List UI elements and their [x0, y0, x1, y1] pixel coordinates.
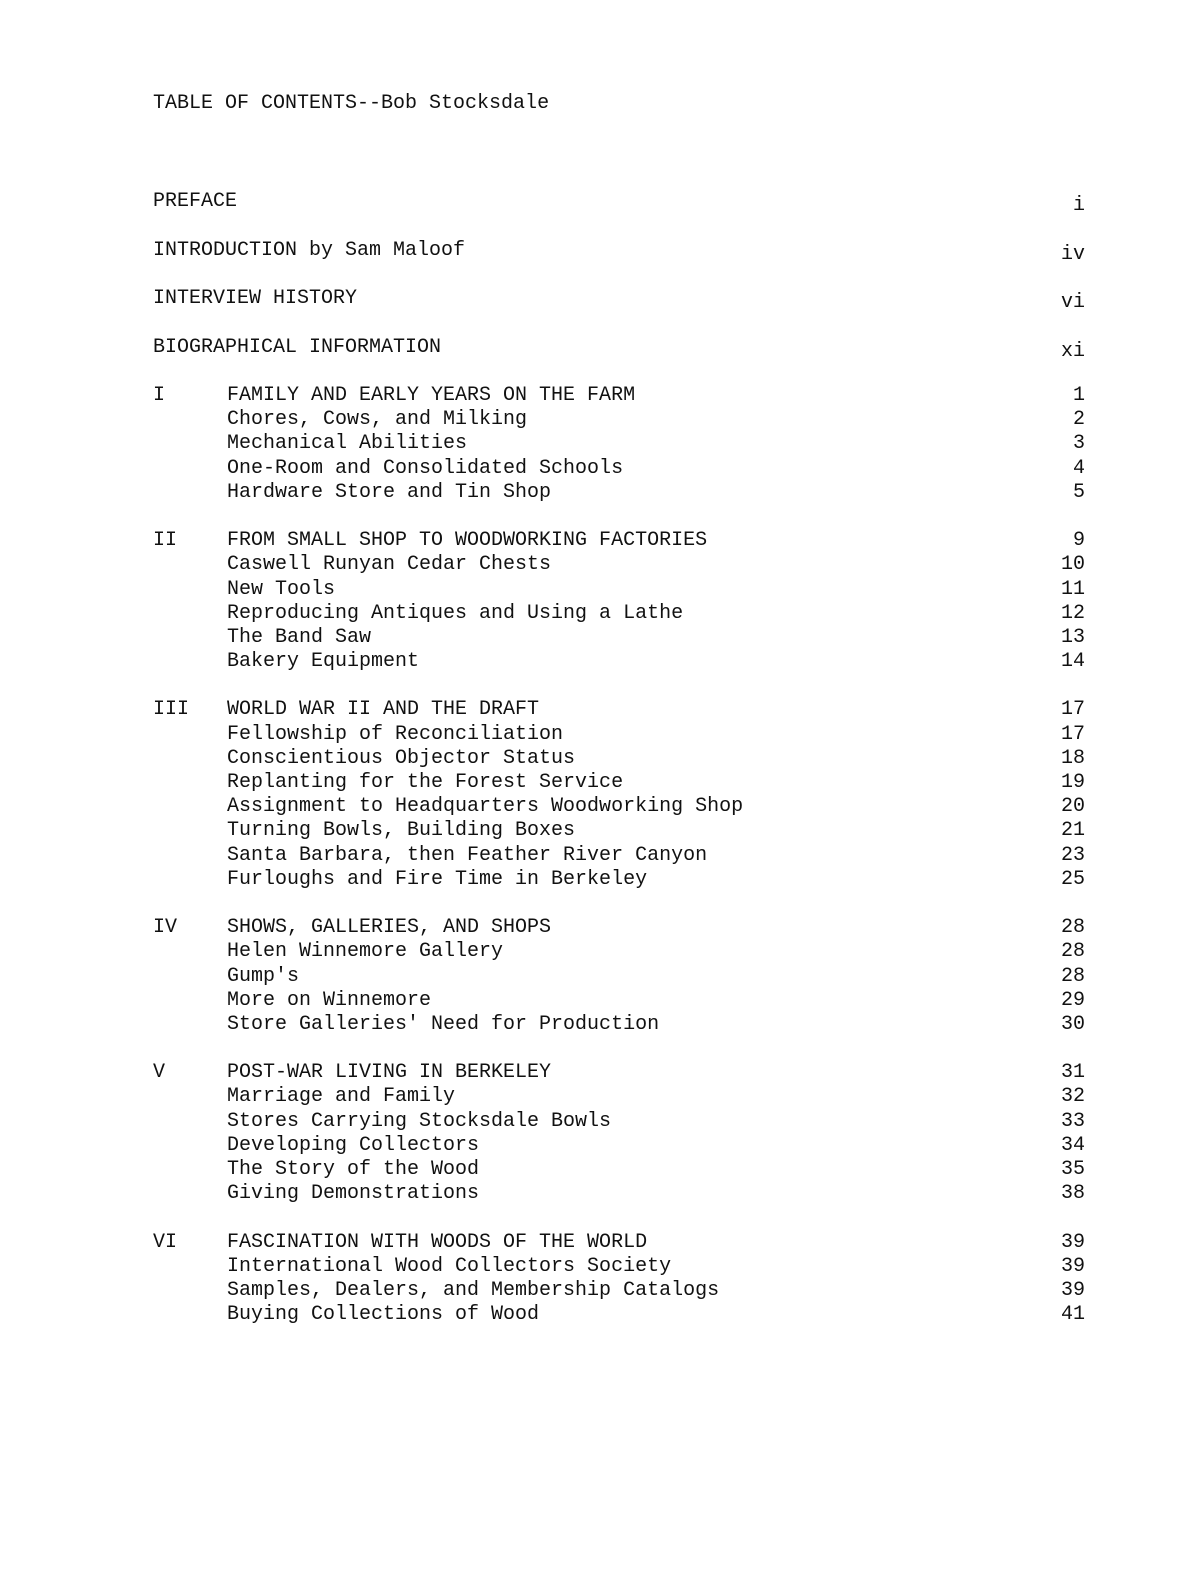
chapter-heading-row [153, 529, 1085, 553]
front-matter-label: PREFACE [153, 190, 238, 213]
chapter-page-number: 28 [1060, 916, 1085, 940]
section-page-number: 35 [1060, 1158, 1085, 1181]
chapter-title: FASCINATION WITH WOODS OF THE WORLD [227, 1230, 648, 1254]
section-page-number: 39 [1060, 1278, 1085, 1302]
chapter-heading-row [153, 1231, 1085, 1255]
chapter-block [153, 1231, 1085, 1328]
section-row [153, 481, 1085, 505]
section-page-number: 23 [1060, 843, 1085, 867]
section-title: The Story of the Wood [227, 1158, 480, 1181]
section-page-number: 5 [1072, 480, 1085, 504]
section-row [153, 795, 1085, 819]
section-row [153, 1303, 1085, 1327]
chapter-title: POST-WAR LIVING IN BERKELEY [227, 1061, 552, 1085]
section-row [153, 1255, 1085, 1279]
section-title: International Wood Collectors Society [227, 1254, 672, 1278]
front-matter-page: i [1072, 194, 1085, 217]
front-matter-label: INTERVIEW HISTORY [153, 287, 358, 310]
page-title: TABLE OF CONTENTS--Bob Stocksdale [153, 92, 550, 115]
section-title: Assignment to Headquarters Woodworking Shop [227, 795, 744, 819]
chapter-heading-row [153, 1061, 1085, 1085]
chapter-page-number: 31 [1060, 1061, 1085, 1085]
front-matter-label: INTRODUCTION by Sam Maloof [153, 238, 466, 262]
chapter-block [153, 384, 1085, 505]
front-matter-item [153, 239, 1085, 288]
section-title: More on Winnemore [227, 988, 432, 1012]
chapter-numeral: VI [153, 1230, 178, 1254]
section-title: Santa Barbara, then Feather River Canyon [227, 843, 708, 867]
section-row [153, 1085, 1085, 1109]
chapter-page-number: 39 [1060, 1230, 1085, 1254]
section-page-number: 34 [1060, 1133, 1085, 1157]
section-page-number: 29 [1060, 988, 1085, 1012]
section-row [153, 650, 1085, 674]
section-row [153, 747, 1085, 771]
section-title: Bakery Equipment [227, 650, 420, 674]
chapter-page-number: 1 [1072, 384, 1085, 407]
section-row [153, 432, 1085, 456]
section-page-number: 20 [1060, 795, 1085, 819]
section-page-number: 21 [1060, 819, 1085, 843]
section-title: Chores, Cows, and Milking [227, 408, 528, 432]
section-page-number: 2 [1072, 408, 1085, 432]
section-title: Furloughs and Fire Time in Berkeley [227, 867, 648, 891]
section-page-number: 30 [1060, 1012, 1085, 1036]
section-row [153, 844, 1085, 868]
section-page-number: 25 [1060, 867, 1085, 891]
chapter-heading-row [153, 384, 1085, 408]
section-title: Buying Collections of Wood [227, 1303, 540, 1327]
section-row [153, 1279, 1085, 1303]
section-row [153, 868, 1085, 892]
section-row [153, 819, 1085, 843]
chapter-page-number: 9 [1072, 529, 1085, 553]
section-title: Turning Bowls, Building Boxes [227, 819, 576, 843]
section-row [153, 771, 1085, 795]
chapter-block [153, 1061, 1085, 1206]
section-row [153, 940, 1085, 964]
section-title: Replanting for the Forest Service [227, 771, 624, 794]
section-title: New Tools [227, 577, 336, 601]
section-title: Developing Collectors [227, 1133, 480, 1157]
section-title: Fellowship of Reconciliation [227, 722, 564, 746]
section-page-number: 4 [1072, 456, 1085, 480]
section-page-number: 28 [1060, 940, 1085, 964]
chapter-block [153, 698, 1085, 892]
section-row [153, 578, 1085, 602]
section-row [153, 723, 1085, 747]
section-page-number: 12 [1060, 601, 1085, 625]
section-title: The Band Saw [227, 625, 372, 649]
section-title: Store Galleries' Need for Production [227, 1012, 660, 1036]
section-page-number: 14 [1060, 650, 1085, 674]
section-page-number: 3 [1072, 432, 1085, 456]
section-page-number: 33 [1060, 1109, 1085, 1133]
chapter-block [153, 529, 1085, 674]
chapter-numeral: III [153, 698, 190, 722]
section-title: Reproducing Antiques and Using a Lathe [227, 601, 684, 625]
chapter-heading-row [153, 916, 1085, 940]
section-title: Samples, Dealers, and Membership Catalogs [227, 1278, 720, 1302]
front-matter-item [153, 287, 1085, 336]
section-title: Mechanical Abilities [227, 432, 468, 456]
section-page-number: 11 [1060, 577, 1085, 601]
section-row [153, 602, 1085, 626]
section-row [153, 989, 1085, 1013]
section-row [153, 1134, 1085, 1158]
section-row [153, 1110, 1085, 1134]
section-title: Marriage and Family [227, 1085, 456, 1109]
front-matter-item [153, 190, 1085, 239]
chapter-numeral: II [153, 529, 178, 553]
section-row [153, 965, 1085, 989]
section-title: Caswell Runyan Cedar Chests [227, 553, 552, 577]
chapter-numeral: IV [153, 916, 178, 940]
chapter-numeral: I [153, 384, 166, 407]
front-matter-page: xi [1060, 339, 1085, 363]
section-page-number: 41 [1060, 1303, 1085, 1327]
chapter-title: SHOWS, GALLERIES, AND SHOPS [227, 916, 552, 940]
section-title: Stores Carrying Stocksdale Bowls [227, 1109, 612, 1133]
chapter-list [153, 384, 1085, 1352]
front-matter-label: BIOGRAPHICAL INFORMATION [153, 335, 442, 359]
section-page-number: 32 [1060, 1085, 1085, 1109]
chapter-title: FAMILY AND EARLY YEARS ON THE FARM [227, 384, 636, 407]
section-row [153, 1158, 1085, 1182]
chapter-numeral: V [153, 1061, 166, 1085]
section-page-number: 13 [1060, 625, 1085, 649]
section-title: Helen Winnemore Gallery [227, 940, 504, 964]
section-title: One-Room and Consolidated Schools [227, 456, 624, 480]
section-row [153, 1013, 1085, 1037]
section-row [153, 408, 1085, 432]
chapter-page-number: 17 [1060, 698, 1085, 722]
section-page-number: 17 [1060, 722, 1085, 746]
section-title: Conscientious Objector Status [227, 746, 576, 770]
section-page-number: 38 [1060, 1182, 1085, 1206]
section-row [153, 457, 1085, 481]
section-title: Gump's [227, 964, 300, 988]
front-matter-list [153, 190, 1085, 384]
section-title: Giving Demonstrations [227, 1182, 480, 1206]
chapter-block [153, 916, 1085, 1037]
section-row [153, 626, 1085, 650]
section-page-number: 10 [1060, 553, 1085, 577]
front-matter-page: iv [1060, 242, 1085, 266]
front-matter-item [153, 336, 1085, 385]
chapter-title: FROM SMALL SHOP TO WOODWORKING FACTORIES [227, 529, 708, 553]
section-row [153, 553, 1085, 577]
section-page-number: 19 [1060, 771, 1085, 794]
section-page-number: 28 [1060, 964, 1085, 988]
front-matter-page: vi [1060, 291, 1085, 314]
section-row [153, 1182, 1085, 1206]
section-page-number: 18 [1060, 746, 1085, 770]
section-page-number: 39 [1060, 1254, 1085, 1278]
chapter-title: WORLD WAR II AND THE DRAFT [227, 698, 540, 722]
section-title: Hardware Store and Tin Shop [227, 480, 552, 504]
chapter-heading-row [153, 698, 1085, 722]
